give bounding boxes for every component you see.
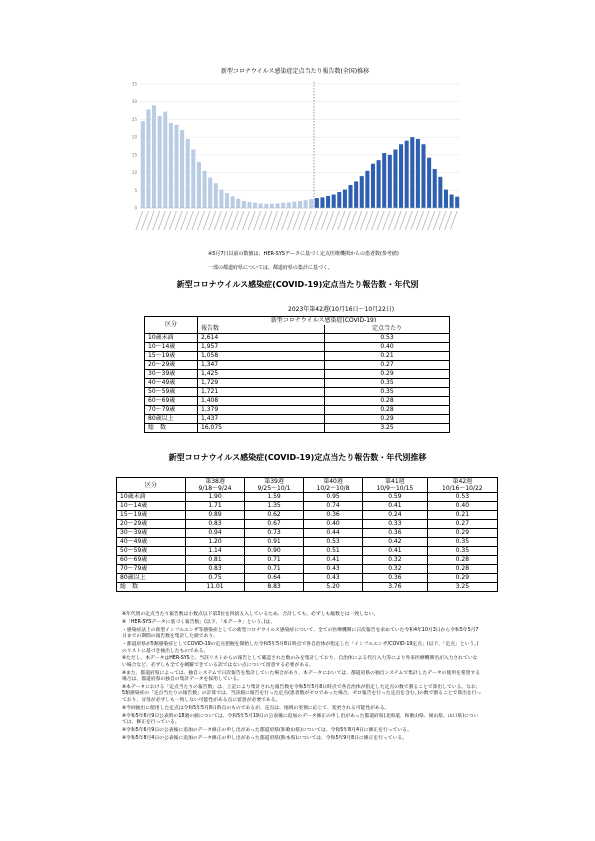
week-value: 0.91 — [245, 538, 304, 547]
x-tick-label-mark — [220, 211, 227, 230]
y-tick-label: 5 — [134, 187, 137, 193]
bar — [354, 181, 358, 208]
bar — [146, 110, 150, 208]
bar — [377, 160, 381, 208]
footnote: ※令和5年6月9日の公表後に追加のデータ修正の申し出があった都道府県(和歌山県)については、令和5年8月4日に修正を行っている。 — [122, 728, 412, 733]
x-tick-label-mark — [377, 211, 384, 230]
bar — [349, 185, 353, 208]
week-value: 5.20 — [304, 583, 363, 592]
week-value: 0.40 — [304, 520, 363, 529]
bar — [399, 144, 403, 208]
x-tick-label-mark — [169, 211, 176, 230]
age-label: 20～29歳 — [117, 520, 186, 529]
week-value: 0.94 — [186, 529, 245, 538]
age-label: 60～69歳 — [117, 556, 186, 565]
x-tick-label-mark — [153, 211, 160, 230]
trend-table-head-group: 区分 — [117, 478, 186, 493]
bar — [433, 169, 437, 208]
bar — [169, 123, 173, 208]
x-tick-label-mark — [242, 211, 249, 230]
report-count: 1,957 — [198, 343, 325, 352]
bar — [231, 196, 235, 208]
table-row — [117, 547, 498, 556]
week-value: 0.35 — [427, 547, 497, 556]
report-count: 1,437 — [198, 415, 325, 424]
bar — [326, 196, 330, 208]
bar — [298, 201, 302, 208]
table-row — [145, 406, 450, 415]
table-row — [117, 520, 498, 529]
bar — [186, 139, 190, 208]
bar — [253, 203, 257, 208]
footnote: ※ただし、本データはHER-SYS上、当該リストからの報告として確認された数のみを集計しており、自治体による代行入力等により外来医療機関名が入力されていない場合など、必ずしも全てを網羅できている訳ではない点について留意する必要がある。 — [122, 656, 478, 668]
x-tick-label-mark — [181, 211, 188, 230]
week-value: 0.83 — [186, 565, 245, 574]
report-count: 1,408 — [198, 397, 325, 406]
table-row — [117, 574, 498, 583]
x-tick-label-mark — [282, 211, 289, 230]
bar — [371, 164, 375, 208]
week-value: 0.64 — [245, 574, 304, 583]
bar — [152, 105, 156, 208]
bar — [208, 178, 212, 208]
week-value: 0.21 — [427, 511, 497, 520]
week-range: 10/16～10/22 — [427, 485, 497, 493]
x-tick-label-mark — [259, 211, 266, 230]
x-tick-label-mark — [355, 211, 362, 230]
week-name: 第38週 — [186, 478, 245, 486]
bar — [264, 204, 268, 208]
x-tick-label-mark — [327, 211, 334, 230]
week-value: 1.90 — [186, 493, 245, 502]
table-row — [117, 565, 498, 574]
x-tick-label-mark — [344, 211, 351, 230]
age-label: 20～29歳 — [145, 361, 198, 370]
table-row — [145, 370, 450, 379]
bar — [270, 204, 274, 208]
week-value: 0.89 — [186, 511, 245, 520]
age-table-head-per: 定点当たり — [325, 325, 450, 334]
age-table — [144, 316, 450, 433]
x-tick-label-mark — [417, 211, 424, 230]
x-tick-label-mark — [175, 211, 182, 230]
section2-title: 新型コロナウイルス感染症(COVID-19)定点当たり報告数・年代別推移 — [168, 453, 427, 462]
x-tick-label-mark — [136, 211, 143, 230]
age-label: 30～39歳 — [145, 370, 198, 379]
table-row — [117, 511, 498, 520]
week-value: 0.28 — [427, 556, 497, 565]
x-tick-label-mark — [293, 211, 300, 230]
week-value: 0.67 — [245, 520, 304, 529]
week-value: 1.14 — [186, 547, 245, 556]
chart-title: 新型コロナウイルス感染症定点当たり報告数(全国)推移 — [220, 68, 370, 75]
age-label: 70～79歳 — [145, 406, 198, 415]
age-label: 総 数 — [145, 424, 198, 433]
x-tick-label-mark — [450, 211, 457, 230]
week-value: 8.83 — [245, 583, 304, 592]
x-tick-label-mark — [248, 211, 255, 230]
x-tick-label-mark — [383, 211, 390, 230]
bar — [292, 202, 296, 208]
week-value: 0.36 — [363, 574, 428, 583]
week-value: 0.71 — [245, 565, 304, 574]
week-value: 0.51 — [304, 547, 363, 556]
age-label: 50～59歳 — [117, 547, 186, 556]
per-sentinel: 0.53 — [325, 334, 450, 343]
x-tick-label-mark — [209, 211, 216, 230]
bar — [174, 125, 178, 208]
table-row — [117, 529, 498, 538]
bar — [393, 150, 397, 208]
trend-table — [116, 477, 498, 592]
y-tick-label: 30 — [131, 99, 137, 105]
x-tick-label-mark — [433, 211, 440, 230]
bar — [315, 198, 319, 208]
week-value: 0.53 — [304, 538, 363, 547]
x-tick-label-mark — [141, 211, 148, 230]
footnote: ※また、都道府県によっては、独自システムで日次報告を集計していた場合があり、本データにおいては、都道府県の独自システムで集計したデータの使用を希望する場合は、都道府県の独自の集計データを採用している。 — [122, 670, 481, 683]
x-tick-label-mark — [445, 211, 452, 230]
week-value: 0.24 — [363, 511, 428, 520]
footnote: ・都道府県が5類感染症としてCOVID-19の定点把握を開始した令和5年5月8日時点で各自治体が指定した「インフルエンザ/COVID-19定点」(以下、「定点」という。)のリストに基づき抽出したものである。 — [122, 642, 479, 654]
x-tick-label-mark — [265, 211, 272, 230]
footnote: ・感染症法上の新型インフルエンザ等感染症としての新型コロナウイルス感染症について、全ての医療機関に日次報告を求めていた令和4年10月3日から令和5年5月7日までの期間の報告数を集計した値であり、 — [122, 627, 479, 640]
age-label: 70～79歳 — [117, 565, 186, 574]
footnote: ※本データにおける「定点当たりの報告数」は、上記により集計された報告数を令和5年5月8日時点で各自治体が指定した定点の数で割ることで算出している。なお、5類感染症の「定点当たりの報告数」の計算では、当該週に報告を行った定点(患者数がゼロであった場合、ゼロ報告を行った定点を含む。)の数で割ることで算出を行っており、分母が必ずしも一致しない可能性がある点に留意が必要である。 — [122, 685, 482, 703]
week-name: 第39週 — [245, 478, 304, 486]
week-value: 0.44 — [304, 529, 363, 538]
table-row — [145, 334, 450, 343]
bar — [388, 155, 392, 208]
week-name: 第40週 — [304, 478, 363, 486]
age-label: 10～14歳 — [117, 502, 186, 511]
report-count: 1,058 — [198, 352, 325, 361]
footnote: ※今回抽出に使用した定点は令和5年5月8日時点のものであるが、定点は、地域の実情に応じて、変更される可能性がある。 — [122, 705, 390, 711]
footnotes — [122, 612, 482, 744]
table-row — [145, 415, 450, 424]
week-name: 第42週 — [427, 478, 497, 486]
footnote: ※令和5年6月9日公表時の18週の値については、令和5年5月19日の公表後に追加のデータ修正の申し出があった都道府県(北海道、和歌山県、岡山県、山口県)については、修正を行っている。 — [122, 713, 479, 726]
age-table-head-count: 報告数 — [198, 325, 325, 334]
bar — [337, 192, 341, 208]
week-range: 10/9～10/15 — [363, 485, 428, 493]
report-count: 1,729 — [198, 379, 325, 388]
week-value: 0.95 — [304, 493, 363, 502]
age-label: 15～19歳 — [117, 511, 186, 520]
x-tick-label-mark — [198, 211, 205, 230]
week-value: 0.29 — [427, 529, 497, 538]
age-label: 80歳以上 — [145, 415, 198, 424]
per-sentinel: 0.21 — [325, 352, 450, 361]
per-sentinel: 0.28 — [325, 406, 450, 415]
x-tick-label-mark — [271, 211, 278, 230]
bar — [382, 153, 386, 208]
per-sentinel: 0.27 — [325, 361, 450, 370]
bar — [410, 137, 414, 208]
x-tick-label-mark — [315, 211, 322, 230]
per-sentinel: 0.40 — [325, 343, 450, 352]
week-value: 0.41 — [363, 547, 428, 556]
footnote: ※令和5年8月4日の公表後に追加のデータ修正の申し出があった都道府県(熊本県)については、令和5年9月8日に修正を行っている。 — [122, 735, 407, 741]
per-sentinel: 0.28 — [325, 397, 450, 406]
x-tick-label-mark — [428, 211, 435, 230]
x-tick-label-mark — [214, 211, 221, 230]
x-tick-label-mark — [422, 211, 429, 230]
week-value: 0.90 — [245, 547, 304, 556]
week-value: 0.43 — [304, 574, 363, 583]
x-tick-label-mark — [338, 211, 345, 230]
y-tick-label: 20 — [131, 134, 137, 140]
x-tick-label-mark — [164, 211, 171, 230]
x-tick-label-mark — [349, 211, 356, 230]
section1-period: 2023年第42週(10月16日～10月22日) — [288, 306, 395, 313]
per-sentinel: 0.35 — [325, 379, 450, 388]
x-tick-label-mark — [276, 211, 283, 230]
age-table-head-group: 区分 — [145, 317, 198, 334]
week-value: 3.25 — [427, 583, 497, 592]
x-tick-label-mark — [186, 211, 193, 230]
x-tick-label-mark — [405, 211, 412, 230]
bar — [320, 197, 324, 208]
x-tick-label-mark — [394, 211, 401, 230]
table-row — [117, 556, 498, 565]
x-tick-label-mark — [299, 211, 306, 230]
week-value: 0.35 — [427, 538, 497, 547]
bar — [421, 144, 425, 208]
bar — [450, 195, 454, 208]
x-tick-label-mark — [439, 211, 446, 230]
age-label: 10歳未満 — [145, 334, 198, 343]
bar — [225, 193, 229, 208]
per-sentinel: 0.29 — [325, 370, 450, 379]
x-tick-label-mark — [237, 211, 244, 230]
bar — [141, 121, 145, 208]
week-value: 0.36 — [363, 529, 428, 538]
bar — [365, 171, 369, 208]
week-value: 0.74 — [304, 502, 363, 511]
bar — [343, 190, 347, 208]
week-value: 0.41 — [304, 556, 363, 565]
week-range: 9/18～9/24 — [186, 485, 245, 493]
table-row — [117, 493, 498, 502]
bar — [304, 200, 308, 208]
table-row — [117, 538, 498, 547]
age-label: 40～49歳 — [145, 379, 198, 388]
bar — [242, 201, 246, 208]
week-value: 0.28 — [427, 565, 497, 574]
bar — [163, 112, 167, 208]
week-value: 0.75 — [186, 574, 245, 583]
x-tick-label-mark — [226, 211, 233, 230]
footnote: ※「HER-SYSデータに基づく報告数」(以下、「本データ」という。)は、 — [122, 619, 276, 625]
week-value: 0.33 — [363, 520, 428, 529]
table-row — [145, 361, 450, 370]
chart-note-1: ※5月7日以前の数値は、HER-SYSデータに基づく定点医療機関からの患者数(参考値) — [208, 251, 399, 257]
report-count: 1,379 — [198, 406, 325, 415]
bar — [276, 203, 280, 208]
week-value: 0.36 — [304, 511, 363, 520]
age-label: 80歳以上 — [117, 574, 186, 583]
age-table-head-disease: 新型コロナウイルス感染症(COVID-19) — [198, 317, 450, 326]
week-value: 1.71 — [186, 502, 245, 511]
week-value: 0.43 — [304, 565, 363, 574]
section1-title: 新型コロナウイルス感染症(COVID-19)定点当たり報告数・年代別 — [176, 280, 419, 289]
bar — [438, 177, 442, 208]
x-tick-label-mark — [254, 211, 261, 230]
age-label: 50～59歳 — [145, 388, 198, 397]
table-row — [145, 424, 450, 433]
y-tick-label: 35 — [131, 81, 137, 87]
bar — [287, 202, 291, 208]
table-row — [117, 583, 498, 592]
age-label: 総 数 — [117, 583, 186, 592]
footnote: ※年代別の定点当たり報告数は小数点以下第3位を四捨五入しているため、合計しても、必ずしも総数とは一致しない。 — [122, 612, 379, 617]
x-tick-label-mark — [411, 211, 418, 230]
per-sentinel: 3.25 — [325, 424, 450, 433]
x-tick-label-mark — [400, 211, 407, 230]
x-tick-label-mark — [158, 211, 165, 230]
week-value: 0.73 — [245, 529, 304, 538]
bar — [236, 199, 240, 208]
week-value: 0.32 — [363, 556, 428, 565]
report-count: 16,075 — [198, 424, 325, 433]
x-tick-label-mark — [321, 211, 328, 230]
week-value: 0.29 — [427, 574, 497, 583]
week-value: 0.41 — [363, 502, 428, 511]
y-tick-label: 25 — [131, 116, 137, 122]
bar — [180, 130, 184, 208]
bar — [259, 203, 263, 208]
age-label: 40～49歳 — [117, 538, 186, 547]
week-value: 0.81 — [186, 556, 245, 565]
bar — [203, 171, 207, 208]
report-count: 2,614 — [198, 334, 325, 343]
week-value: 0.27 — [427, 520, 497, 529]
per-sentinel: 0.35 — [325, 388, 450, 397]
week-value: 0.32 — [363, 565, 428, 574]
bar — [332, 195, 336, 208]
age-label: 10歳未満 — [117, 493, 186, 502]
table-header-row — [117, 478, 498, 486]
x-tick-label-mark — [372, 211, 379, 230]
week-value: 1.35 — [245, 502, 304, 511]
table-row — [145, 343, 450, 352]
bar — [247, 202, 251, 208]
x-tick-label-mark — [192, 211, 199, 230]
x-tick-label-mark — [231, 211, 238, 230]
week-range: 9/25～10/1 — [245, 485, 304, 493]
age-label: 10～14歳 — [145, 343, 198, 352]
per-sentinel: 0.29 — [325, 415, 450, 424]
x-tick-label-mark — [332, 211, 339, 230]
chart-note-2: 一部の都道府県については、都道府県の集計に基づく。 — [208, 265, 333, 271]
x-tick-label-mark — [360, 211, 367, 230]
bar — [158, 116, 162, 208]
week-value: 0.71 — [245, 556, 304, 565]
bar — [191, 150, 195, 208]
table-row — [117, 502, 498, 511]
week-value: 3.76 — [363, 583, 428, 592]
week-value: 1.59 — [245, 493, 304, 502]
x-tick-label-mark — [203, 211, 210, 230]
bar — [444, 190, 448, 208]
report-count: 1,721 — [198, 388, 325, 397]
x-tick-label-mark — [287, 211, 294, 230]
bar — [455, 197, 459, 208]
table-row — [145, 388, 450, 397]
bar — [197, 162, 201, 208]
bar — [281, 203, 285, 208]
week-value: 0.53 — [427, 493, 497, 502]
report-count: 1,425 — [198, 370, 325, 379]
trend-chart — [120, 58, 470, 258]
table-row — [145, 352, 450, 361]
bar — [309, 199, 313, 208]
x-tick-label-mark — [147, 211, 154, 230]
y-tick-label: 15 — [131, 152, 137, 158]
bar — [416, 139, 420, 208]
table-row — [145, 397, 450, 406]
week-value: 11.01 — [186, 583, 245, 592]
week-value: 0.42 — [363, 538, 428, 547]
week-name: 第41週 — [363, 478, 428, 486]
week-range: 10/2～10/8 — [304, 485, 363, 493]
week-value: 0.62 — [245, 511, 304, 520]
report-count: 1,347 — [198, 361, 325, 370]
y-tick-label: 0 — [134, 205, 137, 211]
chart-plot — [120, 58, 470, 258]
week-value: 0.40 — [427, 502, 497, 511]
age-label: 60～69歳 — [145, 397, 198, 406]
x-tick-label-mark — [304, 211, 311, 230]
bar — [427, 158, 431, 208]
week-value: 1.20 — [186, 538, 245, 547]
x-tick-label-mark — [366, 211, 373, 230]
x-tick-label-mark — [310, 211, 317, 230]
age-label: 30～39歳 — [117, 529, 186, 538]
week-value: 0.83 — [186, 520, 245, 529]
bar — [405, 141, 409, 208]
bar — [360, 176, 364, 208]
x-tick-label-mark — [388, 211, 395, 230]
table-row — [145, 379, 450, 388]
bar — [214, 183, 218, 208]
y-tick-label: 10 — [131, 170, 137, 176]
bar — [219, 190, 223, 208]
age-label: 15～19歳 — [145, 352, 198, 361]
week-value: 0.59 — [363, 493, 428, 502]
